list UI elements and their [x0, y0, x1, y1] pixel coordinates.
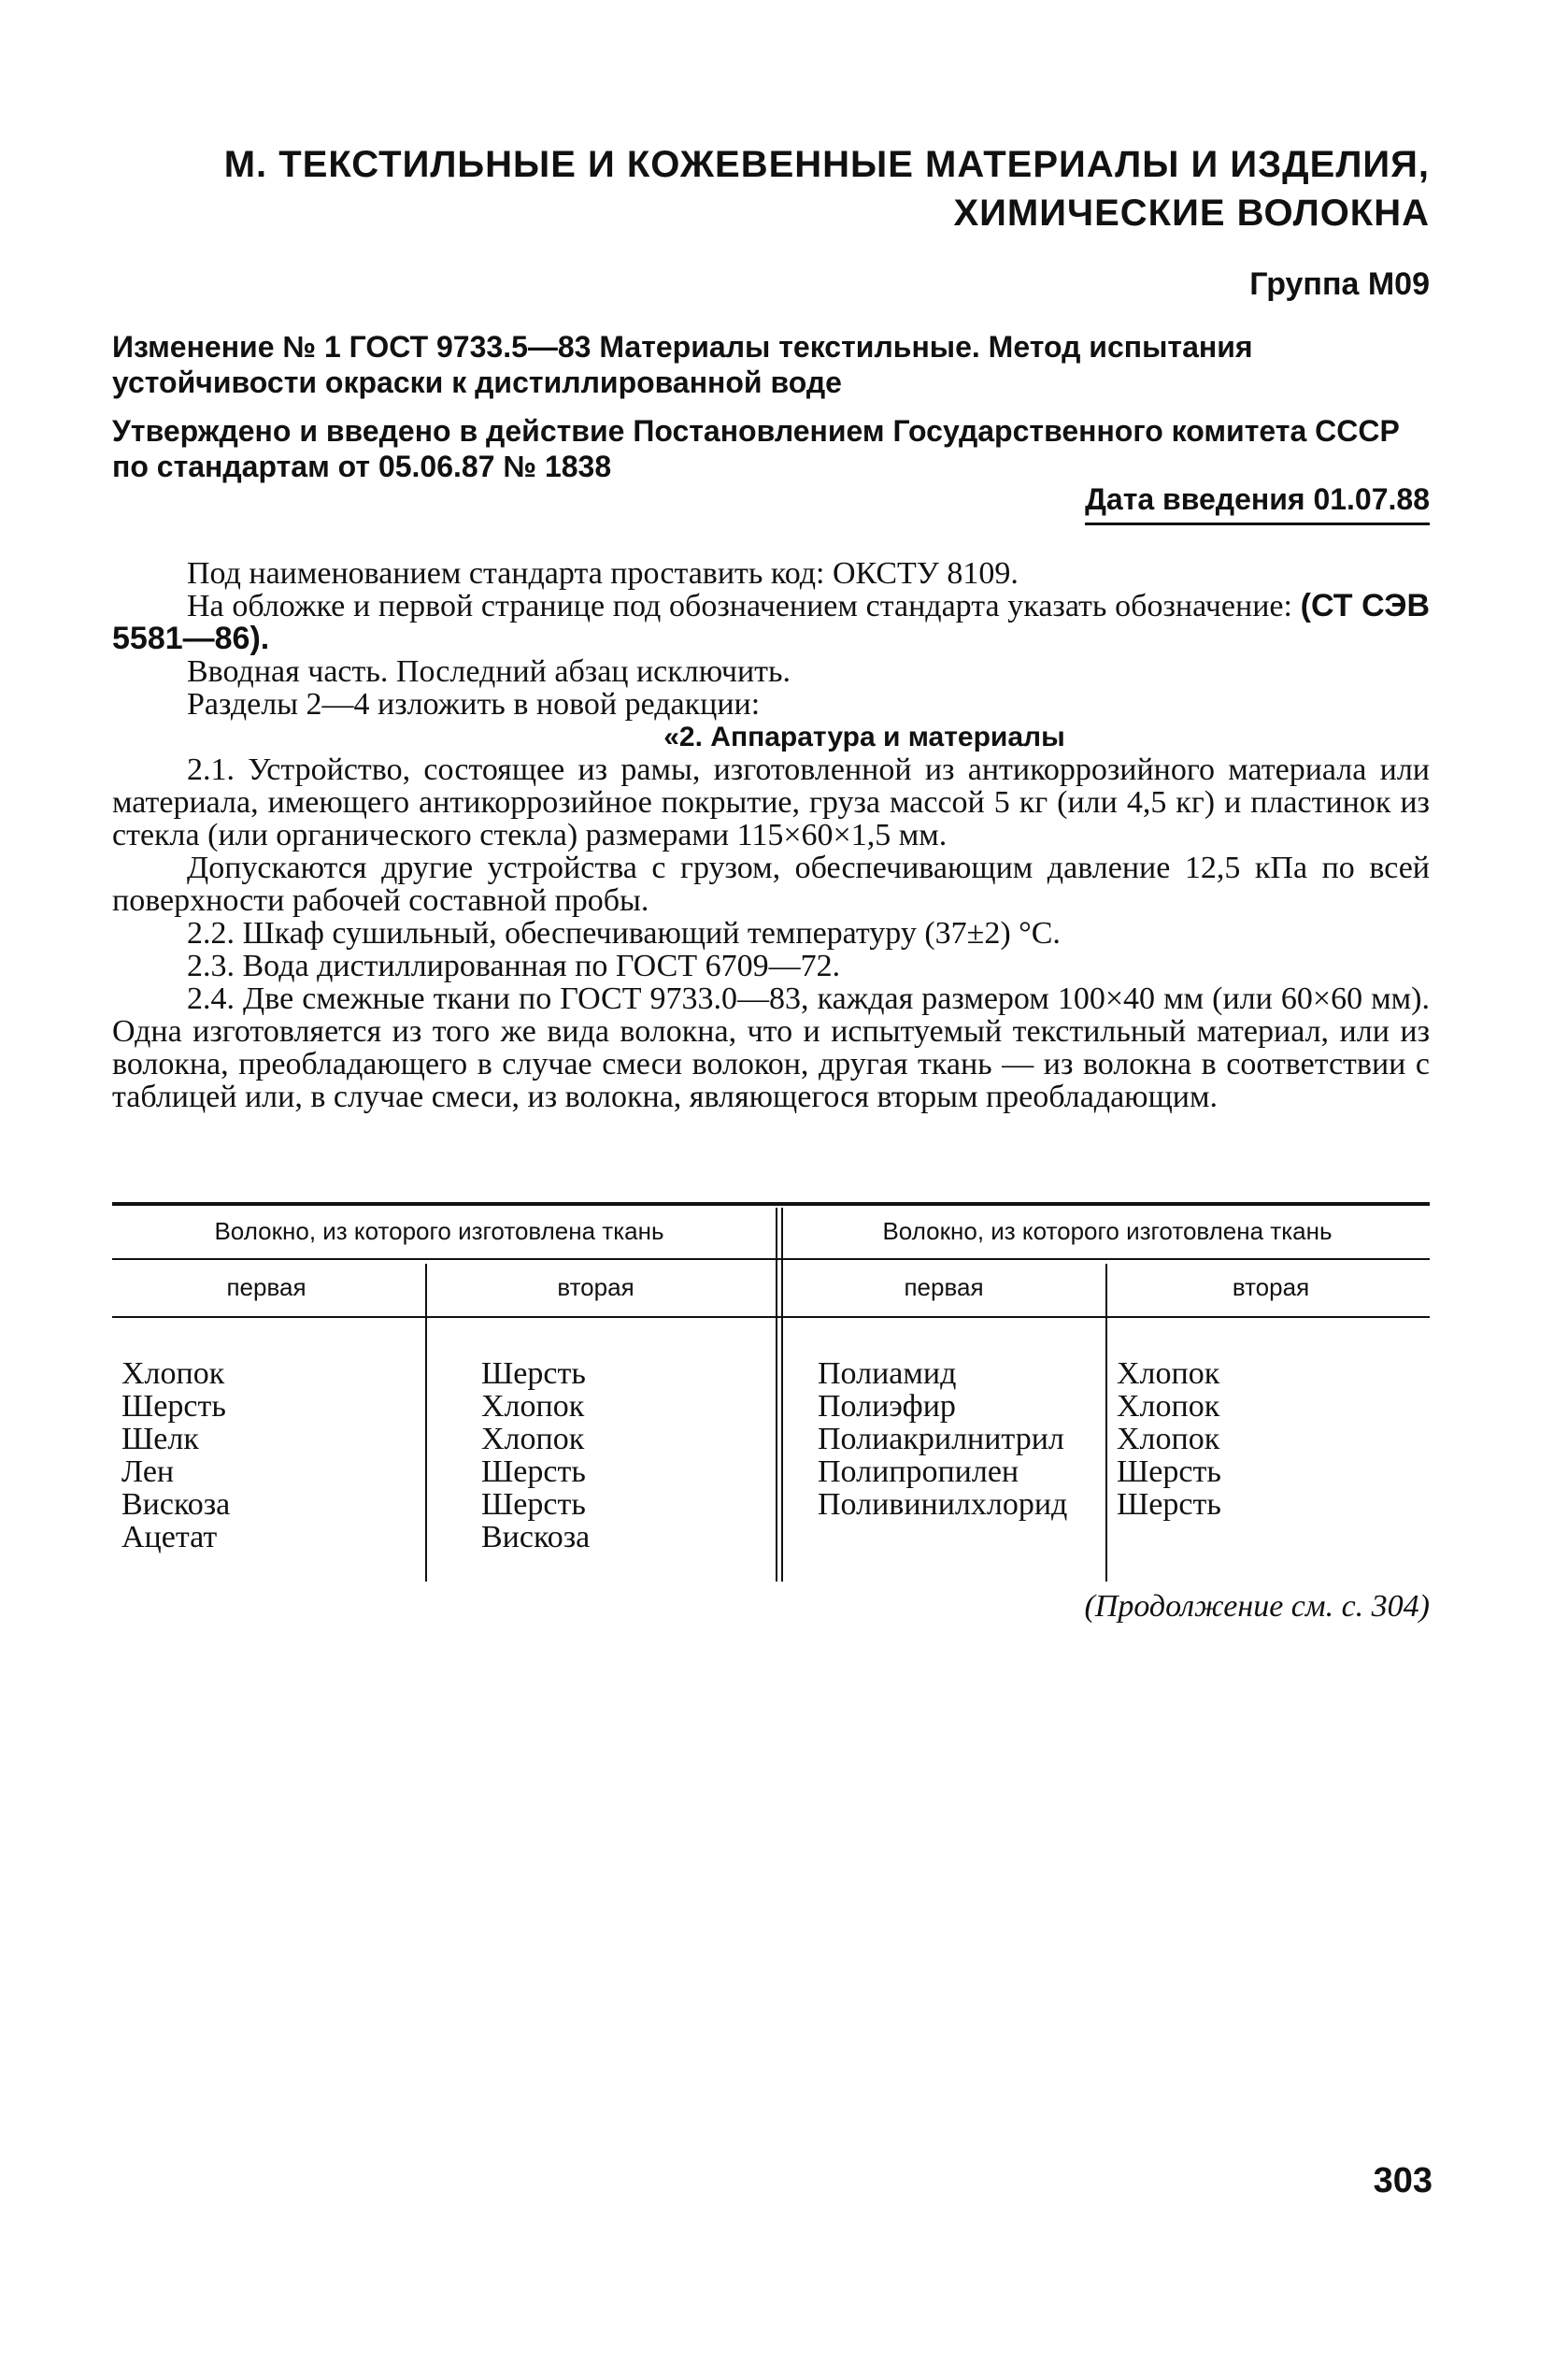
table-cell: Вискоза: [481, 1520, 591, 1554]
table-cell: Полиамид: [818, 1356, 957, 1391]
approval-note: Утверждено и введено в действие Постановлением Государственного комитета СССР по стандартам от 05.06.87 № 1838: [112, 414, 1400, 483]
paragraph-devices: Допускаются другие устройства с грузом, обеспечивающим давление 12,5 кПа по всей поверхности рабочей составной пробы.: [112, 851, 1430, 918]
table-column-rule-right: [1105, 1264, 1107, 1582]
table-cell: Вискоза: [121, 1487, 231, 1522]
body-text: [112, 557, 1430, 1113]
table-cell: Шелк: [121, 1422, 199, 1456]
table-cell: Хлопок: [1117, 1422, 1220, 1456]
introduction-date: Дата введения 01.07.88: [1085, 482, 1430, 525]
subheader-right-second: вторая: [1232, 1273, 1310, 1301]
table-cell: Шерсть: [1117, 1454, 1221, 1489]
table-cell: Шерсть: [1117, 1487, 1221, 1522]
table-cell: Шерсть: [121, 1389, 226, 1424]
paragraph-2-4: 2.4. Две смежные ткани по ГОСТ 9733.0—83, каждая размером 100×40 мм (или 60×60 мм). Одна изготовляется из того же вида волокна, что и испытуемый текстильный материал, или из волокна, преобладающего в случае смеси волокон, другая ткань — из волокна в соответствии с таблицей или, в случае смеси, из волокна, являющегося вторым преобладающим.: [112, 981, 1430, 1114]
group-code: Группа М09: [1249, 266, 1430, 302]
paragraph-code: Под наименованием стандарта проставить код: ОКСТУ 8109.: [187, 556, 1019, 591]
page-number: 303: [1373, 2161, 1433, 2200]
paragraph-2-2: 2.2. Шкаф сушильный, обеспечивающий температуру (37±2) °С.: [187, 916, 1061, 951]
table-cell: Хлопок: [481, 1422, 585, 1456]
column-right-first: [818, 1357, 1067, 1521]
section-heading-line1: М. ТЕКСТИЛЬНЫЕ И КОЖЕВЕННЫЕ МАТЕРИАЛЫ И ИЗДЕЛИЯ,: [223, 144, 1430, 185]
subheader-right-first: первая: [904, 1273, 984, 1301]
paragraph-intro: Вводная часть. Последний абзац исключить.: [187, 654, 791, 689]
subheader-left-second: вторая: [557, 1273, 634, 1301]
table-top-rule: [112, 1202, 1430, 1206]
table-cell: Хлопок: [481, 1389, 585, 1424]
table-cell: Хлопок: [121, 1356, 225, 1391]
section-title: «2. Аппаратура и материалы: [663, 722, 1065, 752]
paragraph-2-1: 2.1. Устройство, состоящее из рамы, изготовленной из антикоррозийного материала или материала, имеющего антикоррозийное покрытие, груза массой 5 кг (или 4,5 кг) и пластинок из стекла (или органического стекла) размерами 115×60×1,5 мм.: [112, 752, 1430, 852]
table-divider-b: [781, 1208, 783, 1582]
column-right-second: [1117, 1357, 1221, 1521]
table-cell: Шерсть: [481, 1487, 586, 1522]
table-subheader-rule: [112, 1316, 1430, 1318]
table-cell: Шерсть: [481, 1454, 586, 1489]
table-cell: Лен: [121, 1454, 175, 1489]
table-cell: Полиакрилнитрил: [818, 1422, 1064, 1456]
table-cell: Полиэфир: [818, 1389, 956, 1424]
section-heading-line2: ХИМИЧЕСКИЕ ВОЛОКНА: [953, 193, 1430, 234]
continuation-note: (Продолжение см. с. 304): [1084, 1589, 1430, 1624]
table-column-rule-left: [425, 1264, 427, 1582]
column-left-second: [481, 1357, 590, 1554]
paragraph-2-3: 2.3. Вода дистиллированная по ГОСТ 6709—72.: [187, 949, 841, 983]
table-header-right: Волокно, из которого изготовлена ткань: [882, 1217, 1333, 1245]
paragraph-cover: [112, 590, 1430, 655]
table-cell: Ацетат: [121, 1520, 218, 1554]
table-cell: Хлопок: [1117, 1356, 1220, 1391]
table-cell: Поливинилхлорид: [818, 1487, 1068, 1522]
table-cell: Хлопок: [1117, 1389, 1220, 1424]
table-divider-a: [776, 1208, 777, 1582]
fiber-table: [112, 1202, 1430, 1585]
column-left-first: [121, 1357, 230, 1554]
table-cell: Шерсть: [481, 1356, 586, 1391]
subheader-left-first: первая: [226, 1273, 306, 1301]
change-title: Изменение № 1 ГОСТ 9733.5—83 Материалы текстильные. Метод испытания устойчивости окраски к дистиллированной воде: [112, 330, 1253, 399]
paragraph-cover-text: На обложке и первой странице под обозначением стандарта указать обозначение:: [187, 589, 1301, 623]
table-header-left: Волокно, из которого изготовлена ткань: [214, 1217, 664, 1245]
paragraph-sections: Разделы 2—4 изложить в новой редакции:: [187, 687, 761, 722]
standard-reference: (СТ СЭВ 5581—86).: [112, 588, 1431, 656]
table-header-rule: [112, 1258, 1430, 1260]
table-cell: Полипропилен: [818, 1454, 1019, 1489]
